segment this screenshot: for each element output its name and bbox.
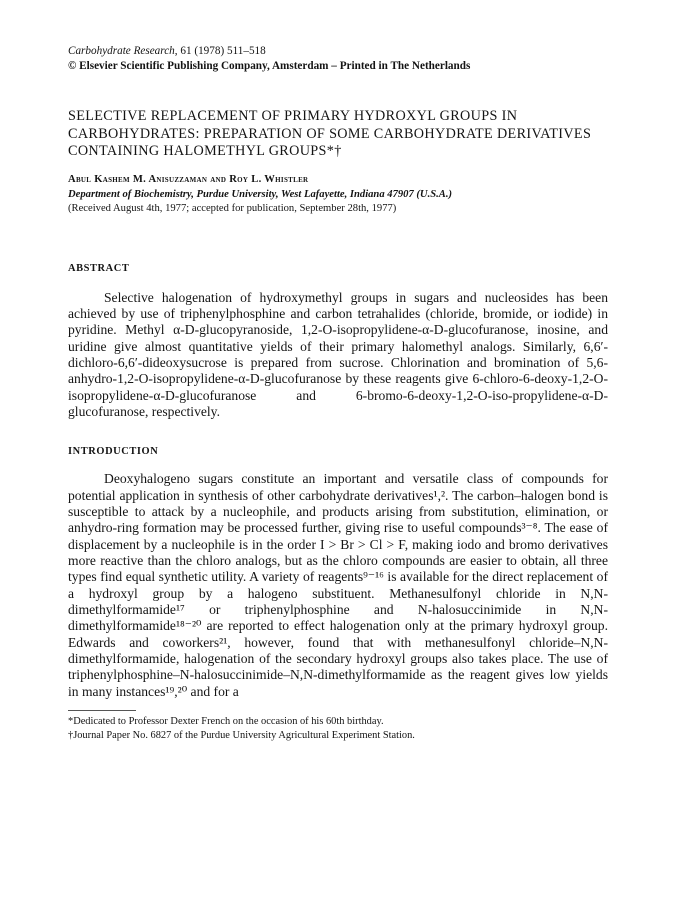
author-affiliation: Department of Biochemistry, Purdue University, West Lafayette, Indiana 47907 (U.S.A.) — [68, 188, 453, 200]
publisher-line: © Elsevier Scientific Publishing Company, Amsterdam – Printed in The Netherlands — [68, 60, 471, 72]
introduction-heading: INTRODUCTION — [68, 446, 159, 458]
abstract-text: Selective halogenation of hydroxymethyl groups in sugars and nucleosides has been achieved by use of triphenylphosphine and carbon tetrahalides (chloride, bromide, or iodide) in pyridine. Methyl α-D-glucopyranoside, 1,2-O-isopropylidene-α-D-glucofuranose, inosine, and uridine give almost quantitative yields of their primary halomethyl analogs. Similarly, 6,6′-dichloro-6,6′-dideoxysucrose is prepared from sucrose. Chlorination and bromination of 5,6-anhydro-1,2-O-isopropylidene-α-D-glucofuranose by these reagents give 6-chloro-6-deoxy-1,2-O-isopropylidene-α-D-glucofuranose and 6-bromo-6-deoxy-1,2-O-iso-propylidene-α-D-glucofuranose, respectively. — [68, 289, 608, 419]
journal-citation-line — [68, 44, 608, 59]
footnote-journal-paper: †Journal Paper No. 6827 of the Purdue University Agricultural Experiment Station. — [68, 729, 415, 741]
introduction-text: Deoxyhalogeno sugars constitute an important and versatile class of compounds for potential application in synthesis of other carbohydrate derivatives¹,². The carbon–halogen bond is susceptible to attack by a nucleophile, and products arising from substitution, elimination, or anhydro-ring formation may be processed further, giving rise to useful compounds³⁻⁸. The ease of displacement by a nucleophile is in the order I > Br > Cl > F, making iodo and bromo derivatives more reactive than the chloro analogs, but as the chloro compounds are easier to obtain, all three types find equal synthetic utility. A variety of reagents⁹⁻¹⁶ is available for the direct replacement of a hydroxyl group by a halogeno substituent. Methanesulfonyl chloride in N,N-dimethylformamide¹⁷ or triphenylphosphine and N-halosuccinimide in N,N-dimethylformamide¹⁸⁻²⁰ are reported to effect halogenation only at the primary hydroxyl group. Edwards and coworkers²¹, however, found that with methanesulfonyl chloride–N,N-dimethylformamide, halogenation of the secondary hydroxyl groups also takes place. The use of triphenylphosphine–N-halosuccinimide–N,N-dimethylformamide as the reagent gives low yields in many instances¹⁹,²⁰ and for a — [68, 471, 608, 699]
journal-citation: , 61 (1978) 511–518 — [174, 45, 266, 57]
footnote-dedication: *Dedicated to Professor Dexter French on the occasion of his 60th birthday. — [68, 716, 384, 728]
received-dates: (Received August 4th, 1977; accepted for publication, September 28th, 1977) — [68, 202, 397, 214]
article-authors: Abul Kashem M. Anisuzzaman and Roy L. Whistler — [68, 173, 309, 185]
abstract-heading: ABSTRACT — [68, 262, 130, 274]
article-title: SELECTIVE REPLACEMENT OF PRIMARY HYDROXYL GROUPS IN CARBOHYDRATES: PREPARATION OF SOME CARBOHYDRATE DERIVATIVES CONTAINING HALOMETHYL GROUPS*† — [68, 108, 592, 159]
footnotes — [68, 710, 608, 742]
footnote-rule — [68, 710, 136, 711]
journal-header — [68, 44, 608, 74]
journal-name: Carbohydrate Research — [68, 45, 175, 57]
